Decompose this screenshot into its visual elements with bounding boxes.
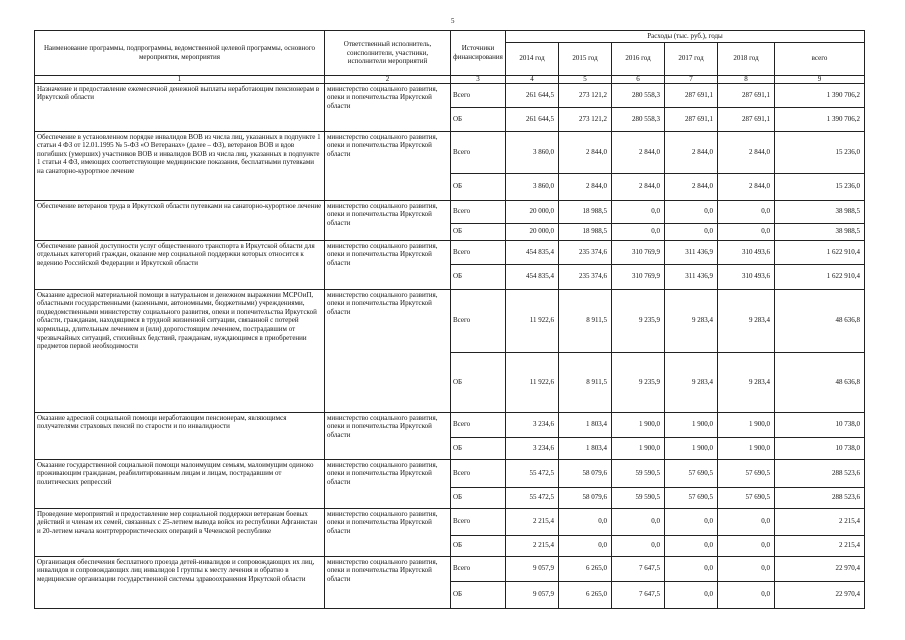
total-value: 2 215,4 xyxy=(775,535,865,556)
year-value: 2 844,0 xyxy=(665,173,718,200)
year-value: 20 000,0 xyxy=(506,200,559,223)
total-value: 48 636,8 xyxy=(775,352,865,412)
header-total: всего xyxy=(775,42,865,75)
program-name: Обеспечение ветеранов труда в Иркутской области путевками на санаторно-курортное лечение xyxy=(35,200,325,240)
total-value: 288 523,6 xyxy=(775,487,865,508)
year-value: 0,0 xyxy=(665,200,718,223)
table-row xyxy=(35,200,865,223)
year-value: 8 911,5 xyxy=(559,352,612,412)
header-year: 2014 год xyxy=(506,42,559,75)
year-value: 0,0 xyxy=(612,223,665,240)
year-value: 18 988,5 xyxy=(559,200,612,223)
table-row xyxy=(35,459,865,487)
total-value: 1 390 706,2 xyxy=(775,107,865,131)
year-value: 280 558,3 xyxy=(612,83,665,107)
year-value: 1 900,0 xyxy=(665,412,718,437)
year-value: 2 844,0 xyxy=(612,173,665,200)
year-value: 58 079,6 xyxy=(559,459,612,487)
year-value: 0,0 xyxy=(665,223,718,240)
year-value: 9 283,4 xyxy=(665,352,718,412)
header-responsible: Ответственный исполнитель, соисполнители, участники, исполнители мероприятий xyxy=(325,31,451,76)
funding-source: ОБ xyxy=(451,352,506,412)
year-value: 0,0 xyxy=(559,508,612,535)
program-name: Оказание государственной социальной помощи малоимущим семьям, малоимущим одиноко проживающим гражданам, реабилитированным лицам и лицам, пострадавшим от политических репрессий xyxy=(35,459,325,508)
year-value: 2 844,0 xyxy=(718,173,775,200)
header-expenses: Расходы (тыс. руб.), годы xyxy=(506,31,865,43)
program-name: Оказание адресной материальной помощи в натуральном и денежном выражении МСРОиП, областными государственными (казенными, автономными, бюджетными) учреждениями, подведомственными министерству социального развития, опеки и попечительства Иркутской области, гражданам, находящимся в трудной жизненной ситуации, связанной с потерей кормильца, длительным лечением и (или) дорогостоящим лечением, пострадавшим от чрезвычайных ситуаций, стихийных бедствий, гражданам, нуждающимся в приобретении предметов первой необходимости xyxy=(35,289,325,412)
funding-source: Всего xyxy=(451,412,506,437)
year-value: 0,0 xyxy=(665,535,718,556)
total-value: 10 738,0 xyxy=(775,437,865,459)
funding-source: Всего xyxy=(451,83,506,107)
table-row xyxy=(35,556,865,581)
year-value: 273 121,2 xyxy=(559,83,612,107)
table-row xyxy=(35,412,865,437)
funding-source: Всего xyxy=(451,289,506,352)
total-value: 22 970,4 xyxy=(775,581,865,608)
year-value: 1 900,0 xyxy=(612,437,665,459)
year-value: 9 235,9 xyxy=(612,289,665,352)
year-value: 8 911,5 xyxy=(559,289,612,352)
funding-source: Всего xyxy=(451,240,506,264)
funding-source: ОБ xyxy=(451,581,506,608)
header-year: 2015 год xyxy=(559,42,612,75)
year-value: 310 769,9 xyxy=(612,240,665,264)
year-value: 0,0 xyxy=(718,556,775,581)
funding-source: Всего xyxy=(451,131,506,173)
year-value: 311 436,9 xyxy=(665,264,718,289)
table-row xyxy=(35,289,865,352)
year-value: 235 374,6 xyxy=(559,264,612,289)
year-value: 287 691,1 xyxy=(718,107,775,131)
funding-source: ОБ xyxy=(451,487,506,508)
year-value: 0,0 xyxy=(612,200,665,223)
year-value: 9 057,9 xyxy=(506,556,559,581)
funding-source: ОБ xyxy=(451,437,506,459)
year-value: 310 493,6 xyxy=(718,240,775,264)
year-value: 3 234,6 xyxy=(506,437,559,459)
header-year: 2016 год xyxy=(612,42,665,75)
year-value: 261 644,5 xyxy=(506,107,559,131)
responsible-executor: министерство социального развития, опеки и попечительства Иркутской области xyxy=(325,459,451,508)
year-value: 57 690,5 xyxy=(665,487,718,508)
year-value: 55 472,5 xyxy=(506,487,559,508)
responsible-executor: министерство социального развития, опеки и попечительства Иркутской области xyxy=(325,131,451,200)
year-value: 0,0 xyxy=(612,535,665,556)
responsible-executor: министерство социального развития, опеки и попечительства Иркутской области xyxy=(325,289,451,412)
funding-source: Всего xyxy=(451,459,506,487)
year-value: 57 690,5 xyxy=(665,459,718,487)
year-value: 311 436,9 xyxy=(665,240,718,264)
year-value: 9 283,4 xyxy=(718,352,775,412)
header-source: Источники финансирования xyxy=(451,31,506,76)
column-number: 2 xyxy=(325,75,451,83)
table-row xyxy=(35,131,865,173)
program-name: Обеспечение равной доступности услуг общественного транспорта в Иркутской области для отдельных категорий граждан, оказание мер социальной поддержки которых относится к ведению Российской Федерации и Иркутской области xyxy=(35,240,325,289)
year-value: 6 265,0 xyxy=(559,556,612,581)
program-name: Обеспечение в установленном порядке инвалидов ВОВ из числа лиц, указанных в подпункте 1 статьи 4 ФЗ от 12.01.1995 № 5-ФЗ «О Ветеранах» (далее – ФЗ), ветеранов ВОВ и вдов погибших (умерших) участников ВОВ и инвалидов ВОВ из числа лиц, указанных в подпункте 1 статьи 4 ФЗ, имеющих соответствующие медицинские показания, бесплатными путевками на санаторно-курортное лечение xyxy=(35,131,325,200)
total-value: 48 636,8 xyxy=(775,289,865,352)
year-value: 58 079,6 xyxy=(559,487,612,508)
program-name: Оказание адресной социальной помощи неработающим пенсионерам, являющимся получателями страховых пенсий по старости и по инвалидности xyxy=(35,412,325,459)
program-name: Организация обеспечения бесплатного проезда детей-инвалидов и сопровождающих их лиц, инвалидов и сопровождающих лиц инвалидов I группы к месту лечения и обратно в медицинские организации государственной системы здравоохранения Иркутской области xyxy=(35,556,325,608)
year-value: 273 121,2 xyxy=(559,107,612,131)
header-year: 2017 год xyxy=(665,42,718,75)
column-number: 9 xyxy=(775,75,865,83)
total-value: 38 988,5 xyxy=(775,200,865,223)
year-value: 454 835,4 xyxy=(506,240,559,264)
year-value: 2 844,0 xyxy=(665,131,718,173)
table-row xyxy=(35,83,865,107)
program-name: Проведение мероприятий и предоставление мер социальной поддержки ветеранам боевых действий и членам их семей, связанных с 25-летием вывода войск из республики Афганистан и 20-летием начала контртеррористических операций в Чеченской республике xyxy=(35,508,325,556)
year-value: 280 558,3 xyxy=(612,107,665,131)
year-value: 59 590,5 xyxy=(612,487,665,508)
total-value: 38 988,5 xyxy=(775,223,865,240)
responsible-executor: министерство социального развития, опеки и попечительства Иркутской области xyxy=(325,200,451,240)
year-value: 0,0 xyxy=(718,508,775,535)
total-value: 22 970,4 xyxy=(775,556,865,581)
year-value: 261 644,5 xyxy=(506,83,559,107)
year-value: 0,0 xyxy=(665,581,718,608)
funding-source: Всего xyxy=(451,508,506,535)
year-value: 6 265,0 xyxy=(559,581,612,608)
budget-table xyxy=(34,30,865,609)
funding-source: ОБ xyxy=(451,173,506,200)
year-value: 1 803,4 xyxy=(559,437,612,459)
year-value: 9 235,9 xyxy=(612,352,665,412)
table-body xyxy=(35,83,865,608)
year-value: 0,0 xyxy=(665,508,718,535)
year-value: 0,0 xyxy=(718,581,775,608)
column-number: 7 xyxy=(665,75,718,83)
year-value: 454 835,4 xyxy=(506,264,559,289)
year-value: 57 690,5 xyxy=(718,487,775,508)
year-value: 59 590,5 xyxy=(612,459,665,487)
year-value: 1 900,0 xyxy=(612,412,665,437)
total-value: 1 622 910,4 xyxy=(775,264,865,289)
year-value: 2 844,0 xyxy=(718,131,775,173)
year-value: 1 900,0 xyxy=(718,437,775,459)
column-number: 1 xyxy=(35,75,325,83)
table-row xyxy=(35,508,865,535)
year-value: 11 922,6 xyxy=(506,289,559,352)
column-number: 3 xyxy=(451,75,506,83)
year-value: 0,0 xyxy=(559,535,612,556)
year-value: 3 860,0 xyxy=(506,131,559,173)
year-value: 3 860,0 xyxy=(506,173,559,200)
year-value: 9 283,4 xyxy=(718,289,775,352)
funding-source: ОБ xyxy=(451,223,506,240)
year-value: 55 472,5 xyxy=(506,459,559,487)
year-value: 11 922,6 xyxy=(506,352,559,412)
year-value: 7 647,5 xyxy=(612,581,665,608)
year-value: 235 374,6 xyxy=(559,240,612,264)
program-name: Назначение и предоставление ежемесячной денежной выплаты неработающим пенсионерам в Иркутской области xyxy=(35,83,325,131)
total-value: 2 215,4 xyxy=(775,508,865,535)
year-value: 1 900,0 xyxy=(718,412,775,437)
funding-source: Всего xyxy=(451,556,506,581)
year-value: 0,0 xyxy=(612,508,665,535)
column-number-row xyxy=(35,75,865,83)
year-value: 0,0 xyxy=(718,223,775,240)
year-value: 1 803,4 xyxy=(559,412,612,437)
year-value: 9 283,4 xyxy=(665,289,718,352)
total-value: 1 390 706,2 xyxy=(775,83,865,107)
year-value: 287 691,1 xyxy=(665,83,718,107)
responsible-executor: министерство социального развития, опеки и попечительства Иркутской области xyxy=(325,83,451,131)
responsible-executor: министерство социального развития, опеки и попечительства Иркутской области xyxy=(325,508,451,556)
table-row xyxy=(35,240,865,264)
column-number: 4 xyxy=(506,75,559,83)
year-value: 9 057,9 xyxy=(506,581,559,608)
header-year: 2018 год xyxy=(718,42,775,75)
year-value: 20 000,0 xyxy=(506,223,559,240)
responsible-executor: министерство социального развития, опеки и попечительства Иркутской области xyxy=(325,556,451,608)
year-value: 2 844,0 xyxy=(612,131,665,173)
year-value: 2 215,4 xyxy=(506,508,559,535)
year-value: 287 691,1 xyxy=(665,107,718,131)
year-value: 2 215,4 xyxy=(506,535,559,556)
year-value: 0,0 xyxy=(665,556,718,581)
funding-source: ОБ xyxy=(451,264,506,289)
total-value: 10 738,0 xyxy=(775,412,865,437)
year-value: 0,0 xyxy=(718,535,775,556)
responsible-executor: министерство социального развития, опеки и попечительства Иркутской области xyxy=(325,412,451,459)
year-value: 310 769,9 xyxy=(612,264,665,289)
year-value: 2 844,0 xyxy=(559,173,612,200)
year-value: 1 900,0 xyxy=(665,437,718,459)
funding-source: ОБ xyxy=(451,535,506,556)
total-value: 1 622 910,4 xyxy=(775,240,865,264)
total-value: 15 236,0 xyxy=(775,173,865,200)
year-value: 287 691,1 xyxy=(718,83,775,107)
year-value: 2 844,0 xyxy=(559,131,612,173)
year-value: 7 647,5 xyxy=(612,556,665,581)
column-number: 6 xyxy=(612,75,665,83)
header-name: Наименование программы, подпрограммы, ведомственной целевой программы, основного мероприятия, мероприятия xyxy=(35,31,325,76)
year-value: 3 234,6 xyxy=(506,412,559,437)
column-number: 8 xyxy=(718,75,775,83)
total-value: 288 523,6 xyxy=(775,459,865,487)
funding-source: Всего xyxy=(451,200,506,223)
total-value: 15 236,0 xyxy=(775,131,865,173)
year-value: 18 988,5 xyxy=(559,223,612,240)
year-value: 310 493,6 xyxy=(718,264,775,289)
page-number: 5 xyxy=(451,17,455,25)
column-number: 5 xyxy=(559,75,612,83)
responsible-executor: министерство социального развития, опеки и попечительства Иркутской области xyxy=(325,240,451,289)
funding-source: ОБ xyxy=(451,107,506,131)
year-value: 57 690,5 xyxy=(718,459,775,487)
year-value: 0,0 xyxy=(718,200,775,223)
